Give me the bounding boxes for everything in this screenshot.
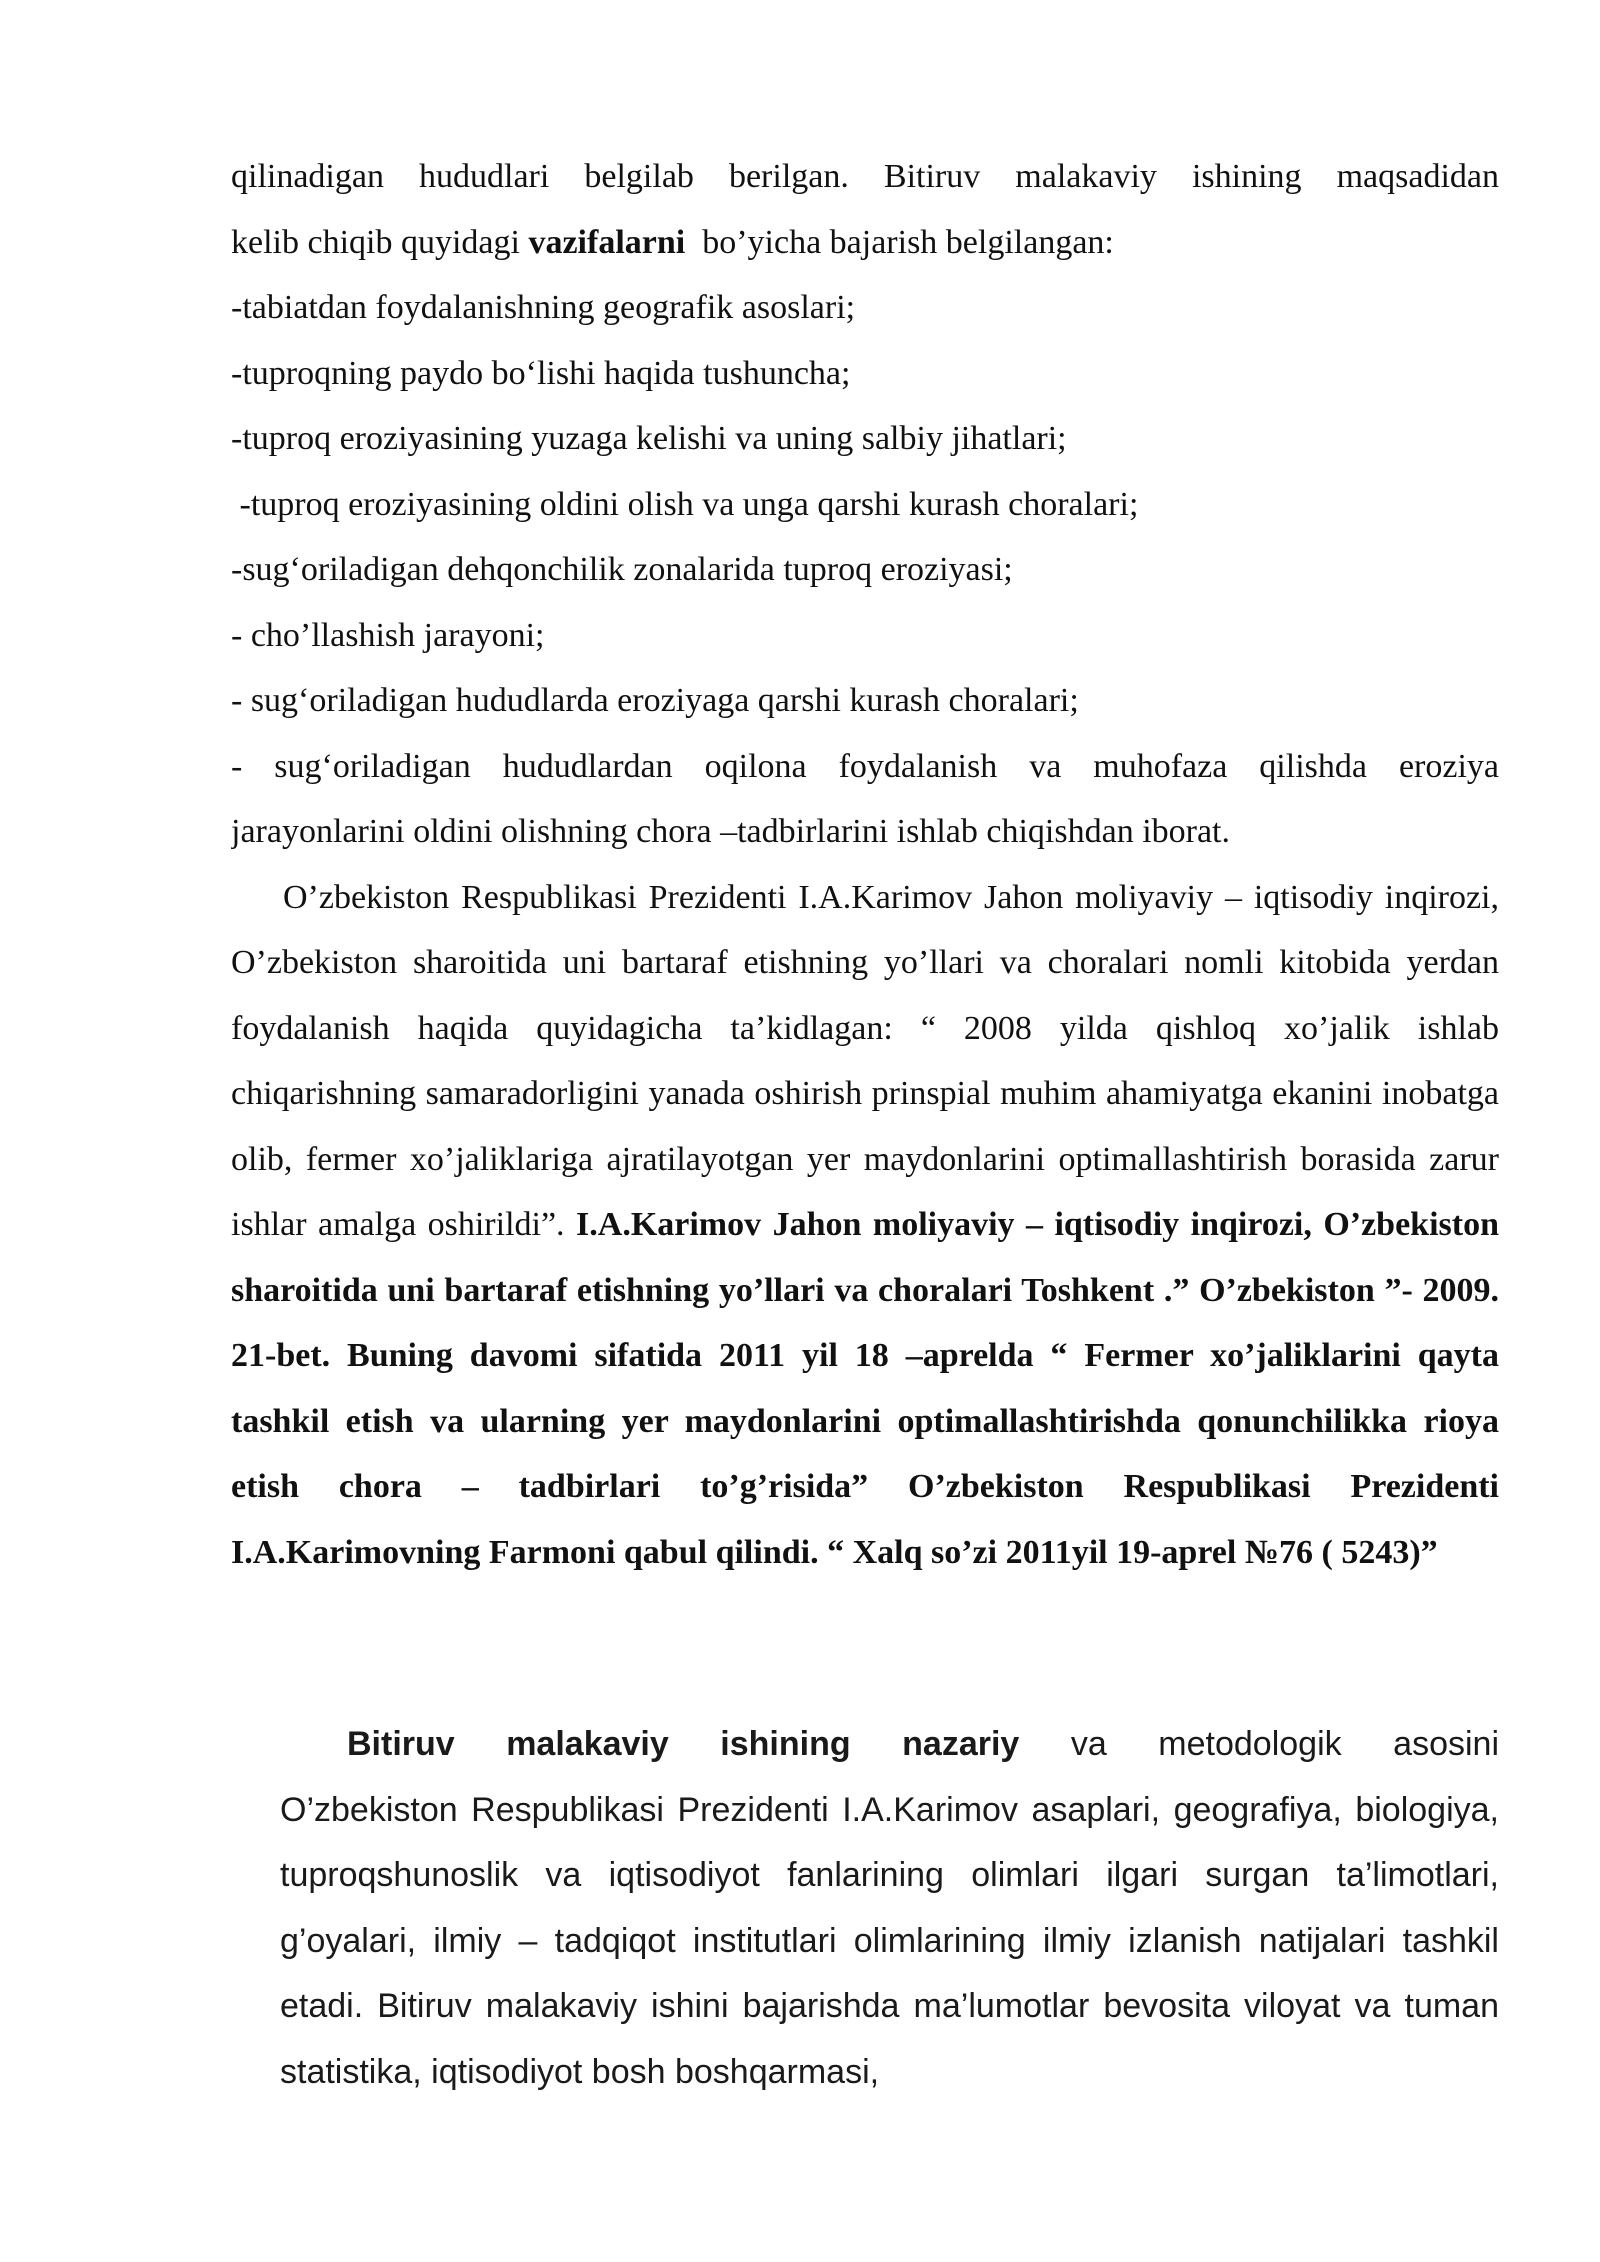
list-item: -tuproq eroziyasining oldini olish va unga qarshi kurash choralari; bbox=[231, 485, 1139, 523]
paragraph-karimov-quote bbox=[231, 865, 1499, 1586]
list-item: - sug‘oriladigan hududlarda eroziyaga qarshi kurash choralari; bbox=[231, 682, 1079, 719]
paragraph-karimov-quote-normal: O’zbekiston Respublikasi Prezidenti I.A.Karimov Jahon moliyaviy – iqtisodiy inqirozi, O’zbekiston sharoitida uni bartaraf etishning yo’llari va choralari nomli kitobida yerdan foydalanish haqida quyidagicha ta’kidlagan: “ 2008 yilda qishloq xo’jalik ishlab chiqarishning samaradorligini yanada oshirish prinspial muhim ahamiyatga ekanini inobatga olib, fermer xo’jaliklariga ajratilayotgan yer maydonlarini optimallashtirish borasida zarur ishlar amalga oshirildi”. bbox=[231, 878, 1499, 1243]
list-item-last-line-1: - sug‘oriladigan hududlardan oqilona foydalanish va muhofaza qilishda eroziya bbox=[231, 747, 1499, 785]
text-line-2 bbox=[231, 210, 1499, 276]
text-line-2-pre: kelib chiqib quyidagi bbox=[231, 223, 529, 261]
paragraph-theory-first-line bbox=[280, 1712, 1499, 1778]
list-item-last-line-2: jarayonlarini oldini olishning chora –tadbirlarini ishlab chiqishdan iborat. bbox=[231, 813, 1230, 850]
body-text-sans bbox=[280, 1712, 1499, 2105]
list-item: - cho’llashish jarayoni; bbox=[231, 616, 545, 654]
paragraph-theory-rest: O’zbekiston Respublikasi Prezidenti I.A.Karimov asaplari, geografiya, biologiya, tuproqshunoslik va iqtisodiyot fanlarining olimlari ilgari surgan ta’limotlari, g’oyalari, ilmiy – tadqiqot institutlari olimlarining ilmiy izlanish natijalari tashkil etadi. Bitiruv malakaviy ishini bajarishda ma’lumotlar bevosita viloyat va tuman statistika, iqtisodiyot bosh boshqarmasi, bbox=[280, 1790, 1499, 2091]
list-item: -tabiatdan foydalanishning geografik asoslari; bbox=[231, 289, 856, 326]
list-item: -tuproq eroziyasining yuzaga kelishi va uning salbiy jihatlari; bbox=[231, 420, 1067, 457]
list-item: -tuproqning paydo bo‘lishi haqida tushuncha; bbox=[231, 354, 851, 392]
paragraph-theory-first-rest: va metodologik asosini bbox=[1019, 1725, 1500, 1763]
bold-phrase-nazariy: Bitiruv malakaviy ishining nazariy bbox=[347, 1725, 1020, 1763]
text-line-2-post: bo’yicha bajarish belgilangan: bbox=[685, 223, 1114, 261]
bold-word-vazifalarni: vazifalarni bbox=[528, 223, 686, 261]
paragraph-karimov-citation: I.A.Karimov Jahon moliyaviy – iqtisodiy inqirozi, O’zbekiston sharoitida uni bartaraf etishning yo’llari va choralari Toshkent .” O’zbekiston ”- 2009. 21-bet. Buning davomi sifatida 2011 yil 18 –aprelda “ Fermer xo’jaliklarini qayta tashkil etish va ularning yer maydonlarini optimallashtirishda qonunchilikka rioya etish chora – tadbirlari to’g’risida” O’zbekiston Respublikasi Prezidenti I.A.Karimovning Farmoni qabul qilindi. “ Xalq so’zi 2011yil 19-aprel №76 ( 5243)” bbox=[231, 1206, 1499, 1571]
body-text-serif bbox=[231, 144, 1499, 1585]
text-line-1: qilinadigan hududlari belgilab berilgan. Bitiruv malakaviy ishining maqsadidan bbox=[231, 158, 1499, 195]
list-item: -sug‘oriladigan dehqonchilik zonalarida tuproq eroziyasi; bbox=[231, 551, 1013, 588]
